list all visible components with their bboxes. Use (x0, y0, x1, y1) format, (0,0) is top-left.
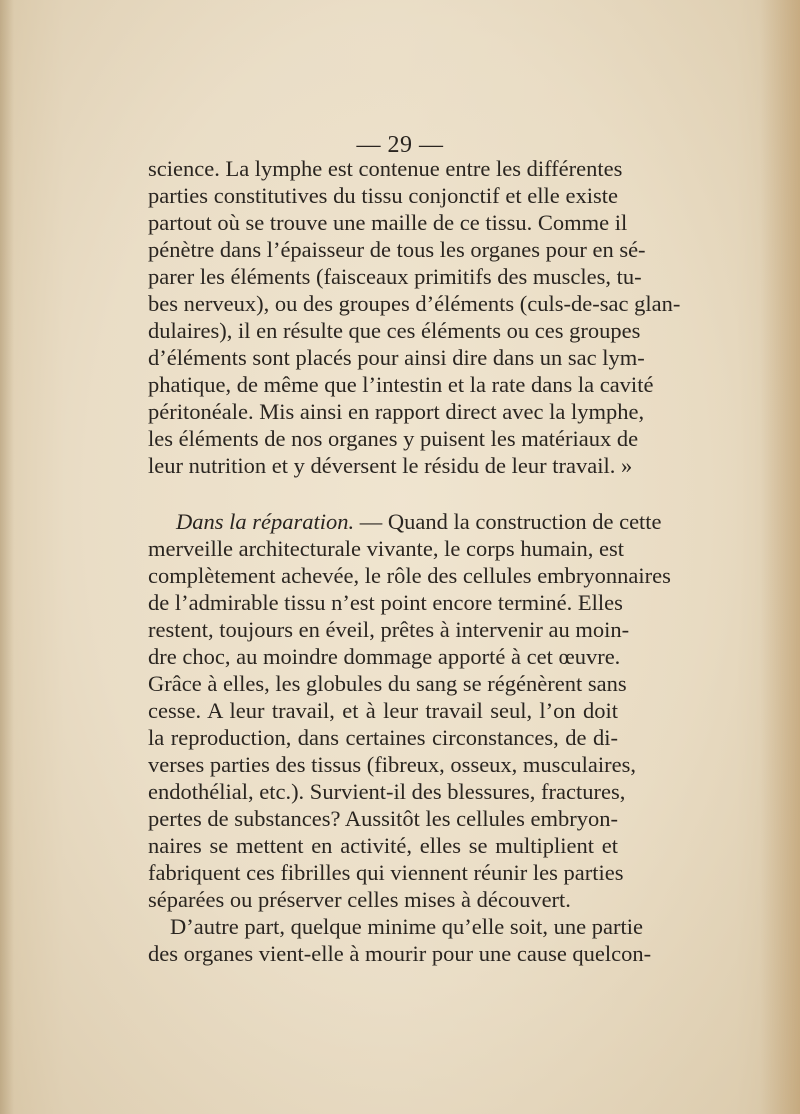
body-text (148, 155, 681, 967)
text-line: des organes vient-elle à mourir pour une cause quelcon- (148, 941, 652, 966)
text-line: science. La lymphe est contenue entre les différentes (148, 156, 623, 181)
text-line: bes nerveux), ou des groupes d’éléments (culs-de-sac glan- (148, 291, 681, 316)
text-line: verses parties des tissus (fibreux, osseux, musculaires, (148, 752, 637, 777)
text-line: complètement achevée, le rôle des cellules embryonnaires (148, 563, 671, 588)
text-line: Grâce à elles, les globules du sang se régénèrent sans (148, 671, 627, 696)
text-line: partout où se trouve une maille de ce tissu. Comme il (148, 210, 628, 235)
text-line: la reproduction, dans certaines circonstances, de di- (148, 725, 618, 750)
text-line: dre choc, au moindre dommage apporté à cet œuvre. (148, 644, 621, 669)
text-line: naires se mettent en activité, elles se multiplient et (148, 833, 618, 858)
text-line: fabriquent ces fibrilles qui viennent réunir les parties (148, 860, 624, 885)
text-line: séparées ou préserver celles mises à découvert. (148, 887, 571, 912)
text-line: de l’admirable tissu n’est point encore terminé. Elles (148, 590, 623, 615)
text-line: merveille architecturale vivante, le corps humain, est (148, 536, 625, 561)
text-line: parer les éléments (faisceaux primitifs des muscles, tu- (148, 264, 642, 289)
text-line: les éléments de nos organes y puisent les matériaux de (148, 426, 639, 451)
page-number: — 29 — (356, 132, 444, 158)
text-line: pertes de substances? Aussitôt les cellules embryon- (148, 806, 618, 831)
paragraph-2 (148, 508, 671, 913)
page-edge-stain-right (760, 0, 800, 1114)
text-line: endothélial, etc.). Survient-il des blessures, fractures, (148, 779, 626, 804)
section-heading-italic: Dans la réparation. (176, 509, 355, 534)
text-line: D’autre part, quelque minime qu’elle soit, une partie (170, 914, 643, 939)
text-line (148, 508, 662, 535)
text-line: restent, toujours en éveil, prêtes à intervenir au moin- (148, 617, 630, 642)
paragraph-gap (148, 479, 618, 508)
text-line: leur nutrition et y déversent le résidu de leur travail. » (148, 453, 633, 478)
text-line: cesse. A leur travail, et à leur travail seul, l’on doit (148, 698, 618, 723)
text-line: dulaires), il en résulte que ces éléments ou ces groupes (148, 318, 641, 343)
text-line: pénètre dans l’épaisseur de tous les organes pour en sé- (148, 237, 646, 262)
paragraph-1 (148, 155, 681, 479)
paragraph-3 (148, 913, 652, 967)
text-line-rest: — Quand la construction de cette (354, 509, 662, 534)
text-line: d’éléments sont placés pour ainsi dire dans un sac lym- (148, 345, 645, 370)
text-line: parties constitutives du tissu conjonctif et elle existe (148, 183, 618, 208)
text-line: phatique, de même que l’intestin et la rate dans la cavité (148, 372, 654, 397)
page-edge-shadow-left (0, 0, 14, 1114)
text-line: péritonéale. Mis ainsi en rapport direct avec la lymphe, (148, 399, 645, 424)
